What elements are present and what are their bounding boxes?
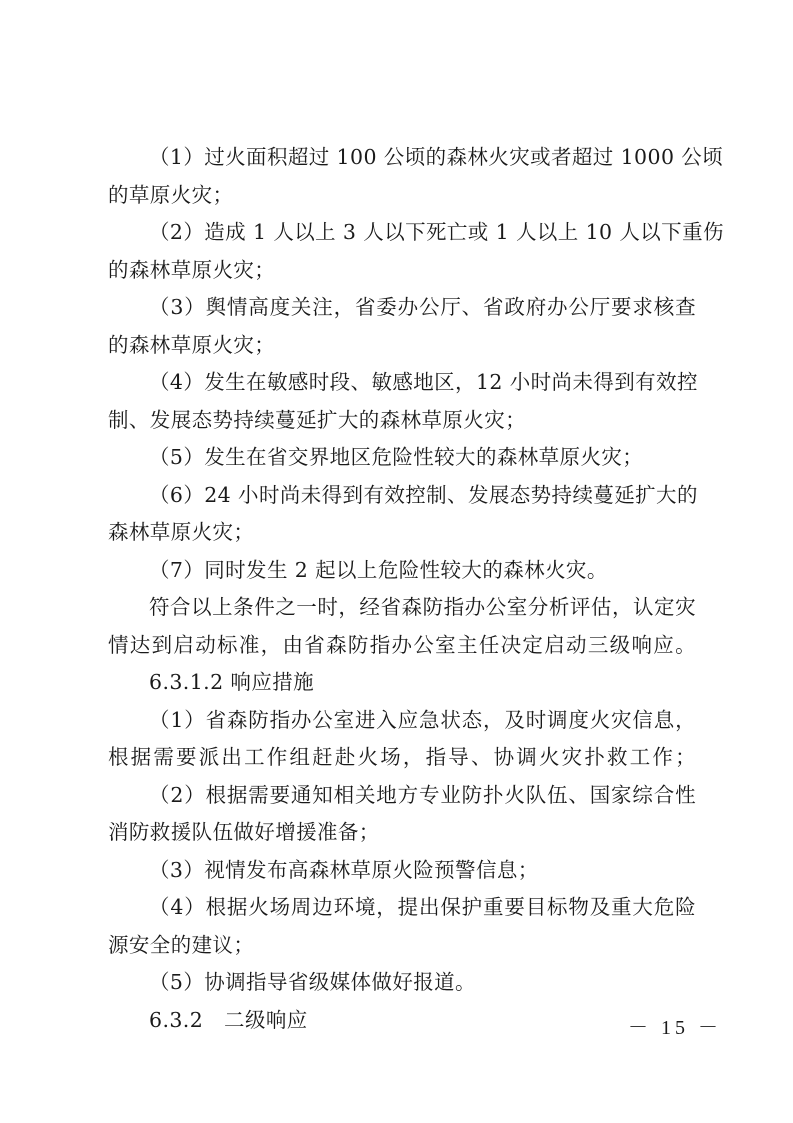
text-line: 源安全的建议； xyxy=(108,932,255,957)
text-line: （4）根据火场周边环境，提出保护重要目标物及重大危险 xyxy=(149,895,696,919)
text-line: （1）省森防指办公室进入应急状态，及时调度火灾信息， xyxy=(149,707,696,732)
text-line: （5）协调指导省级媒体做好报道。 xyxy=(149,970,476,994)
text-line: 符合以上条件之一时，经省森防指办公室分析评估，认定灾 xyxy=(149,595,696,619)
text-line: （5）发生在省交界地区危险性较大的森林草原火灾； xyxy=(149,445,644,469)
section-heading: 6.3.2 二级响应 xyxy=(149,1007,308,1032)
text-line: （3）视情发布高森林草原火险预警信息； xyxy=(149,857,539,882)
text-line: （7）同时发生 2 起以上危险性较大的森林火灾。 xyxy=(149,557,608,582)
text-line: （1）过火面积超过 100 公顷的森林火灾或者超过 1000 公顷 xyxy=(149,145,724,169)
text-line: 森林草原火灾； xyxy=(108,520,255,544)
text-line: 的森林草原火灾； xyxy=(108,332,276,357)
page-number: － 15 － xyxy=(628,1017,722,1039)
text-line: 制、发展态势持续蔓延扩大的森林草原火灾； xyxy=(108,407,526,432)
text-line: 的草原火灾； xyxy=(108,182,234,207)
text-line: （3）舆情高度关注，省委办公厅、省政府办公厅要求核查 xyxy=(149,295,696,319)
body-text xyxy=(108,139,724,1039)
text-line: （6）24 小时尚未得到有效控制、发展态势持续蔓延扩大的 xyxy=(149,482,698,507)
text-line: （4）发生在敏感时段、敏感地区，12 小时尚未得到有效控 xyxy=(149,370,698,394)
text-line: 情达到启动标准，由省森防指办公室主任决定启动三级响应。 xyxy=(108,632,696,657)
text-line: 消防救援队伍做好增援准备； xyxy=(108,820,380,844)
text-line: （2）造成 1 人以上 3 人以下死亡或 1 人以上 10 人以下重伤 xyxy=(149,220,724,244)
section-heading: 6.3.1.2 响应措施 xyxy=(149,670,315,694)
text-line: （2）根据需要通知相关地方专业防扑火队伍、国家综合性 xyxy=(149,782,696,807)
text-line: 根据需要派出工作组赶赴火场，指导、协调火灾扑救工作； xyxy=(108,745,696,769)
text-line: 的森林草原火灾； xyxy=(108,257,276,282)
